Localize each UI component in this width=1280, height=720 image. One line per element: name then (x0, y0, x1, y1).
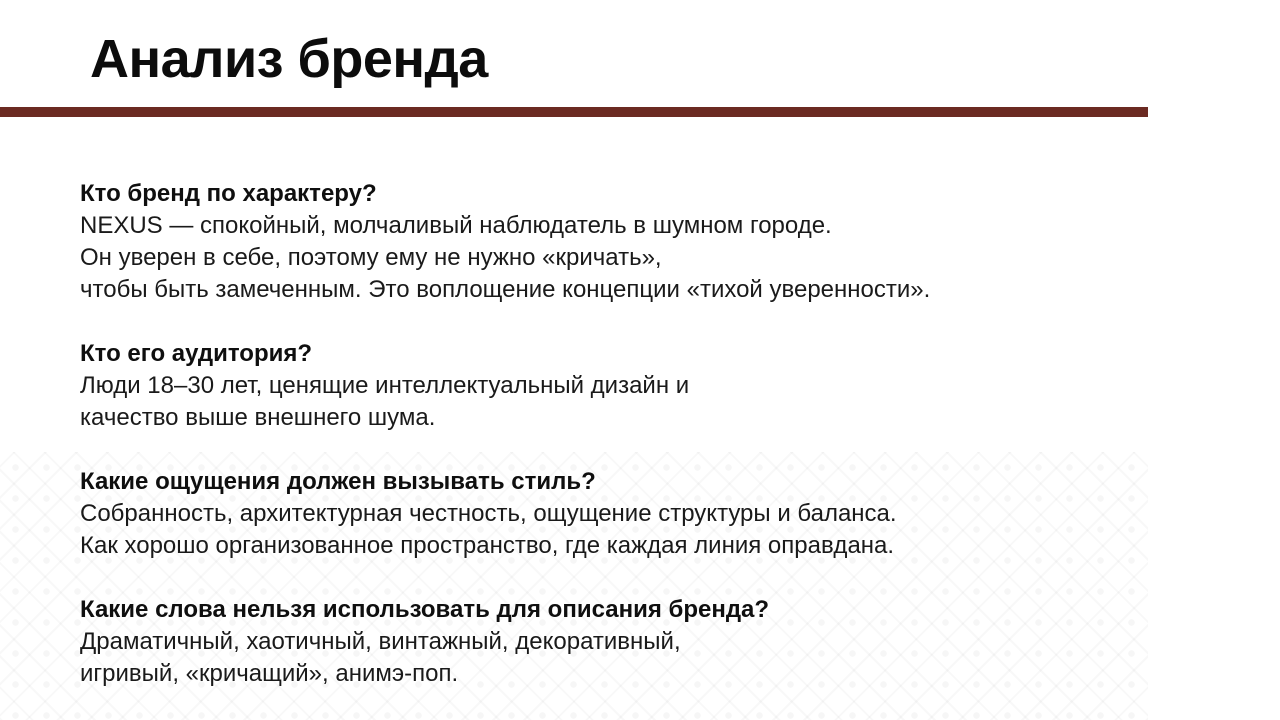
section-feelings (80, 466, 1140, 562)
section-question: Какие ощущения должен вызывать стиль? (80, 468, 596, 495)
section-question: Какие слова нельзя использовать для описания бренда? (80, 596, 770, 623)
section-text-line: Люди 18–30 лет, ценящие интеллектуальный дизайн и (80, 372, 690, 399)
section-text-line: качество выше внешнего шума. (80, 404, 436, 431)
section-forbidden-words (80, 594, 1140, 690)
section-text-line: NEXUS — спокойный, молчаливый наблюдатель в шумном городе. (80, 212, 832, 239)
section-text-line: Драматичный, хаотичный, винтажный, декоративный, (80, 628, 681, 655)
section-question: Кто бренд по характеру? (80, 180, 377, 207)
content (80, 178, 1140, 720)
section-text-line: чтобы быть замеченным. Это воплощение концепции «тихой уверенности». (80, 276, 931, 303)
section-text-line: Собранность, архитектурная честность, ощущение структуры и баланса. (80, 500, 897, 527)
section-character (80, 178, 1140, 306)
slide-title: Анализ бренда (90, 29, 488, 89)
section-question: Кто его аудитория? (80, 340, 313, 367)
section-text-line: Как хорошо организованное пространство, где каждая линия оправдана. (80, 532, 895, 559)
section-text-line: Он уверен в себе, поэтому ему не нужно «кричать», (80, 244, 662, 271)
section-audience (80, 338, 1140, 434)
title-divider (0, 107, 1148, 117)
section-text-line: игривый, «кричащий», анимэ-поп. (80, 660, 459, 687)
